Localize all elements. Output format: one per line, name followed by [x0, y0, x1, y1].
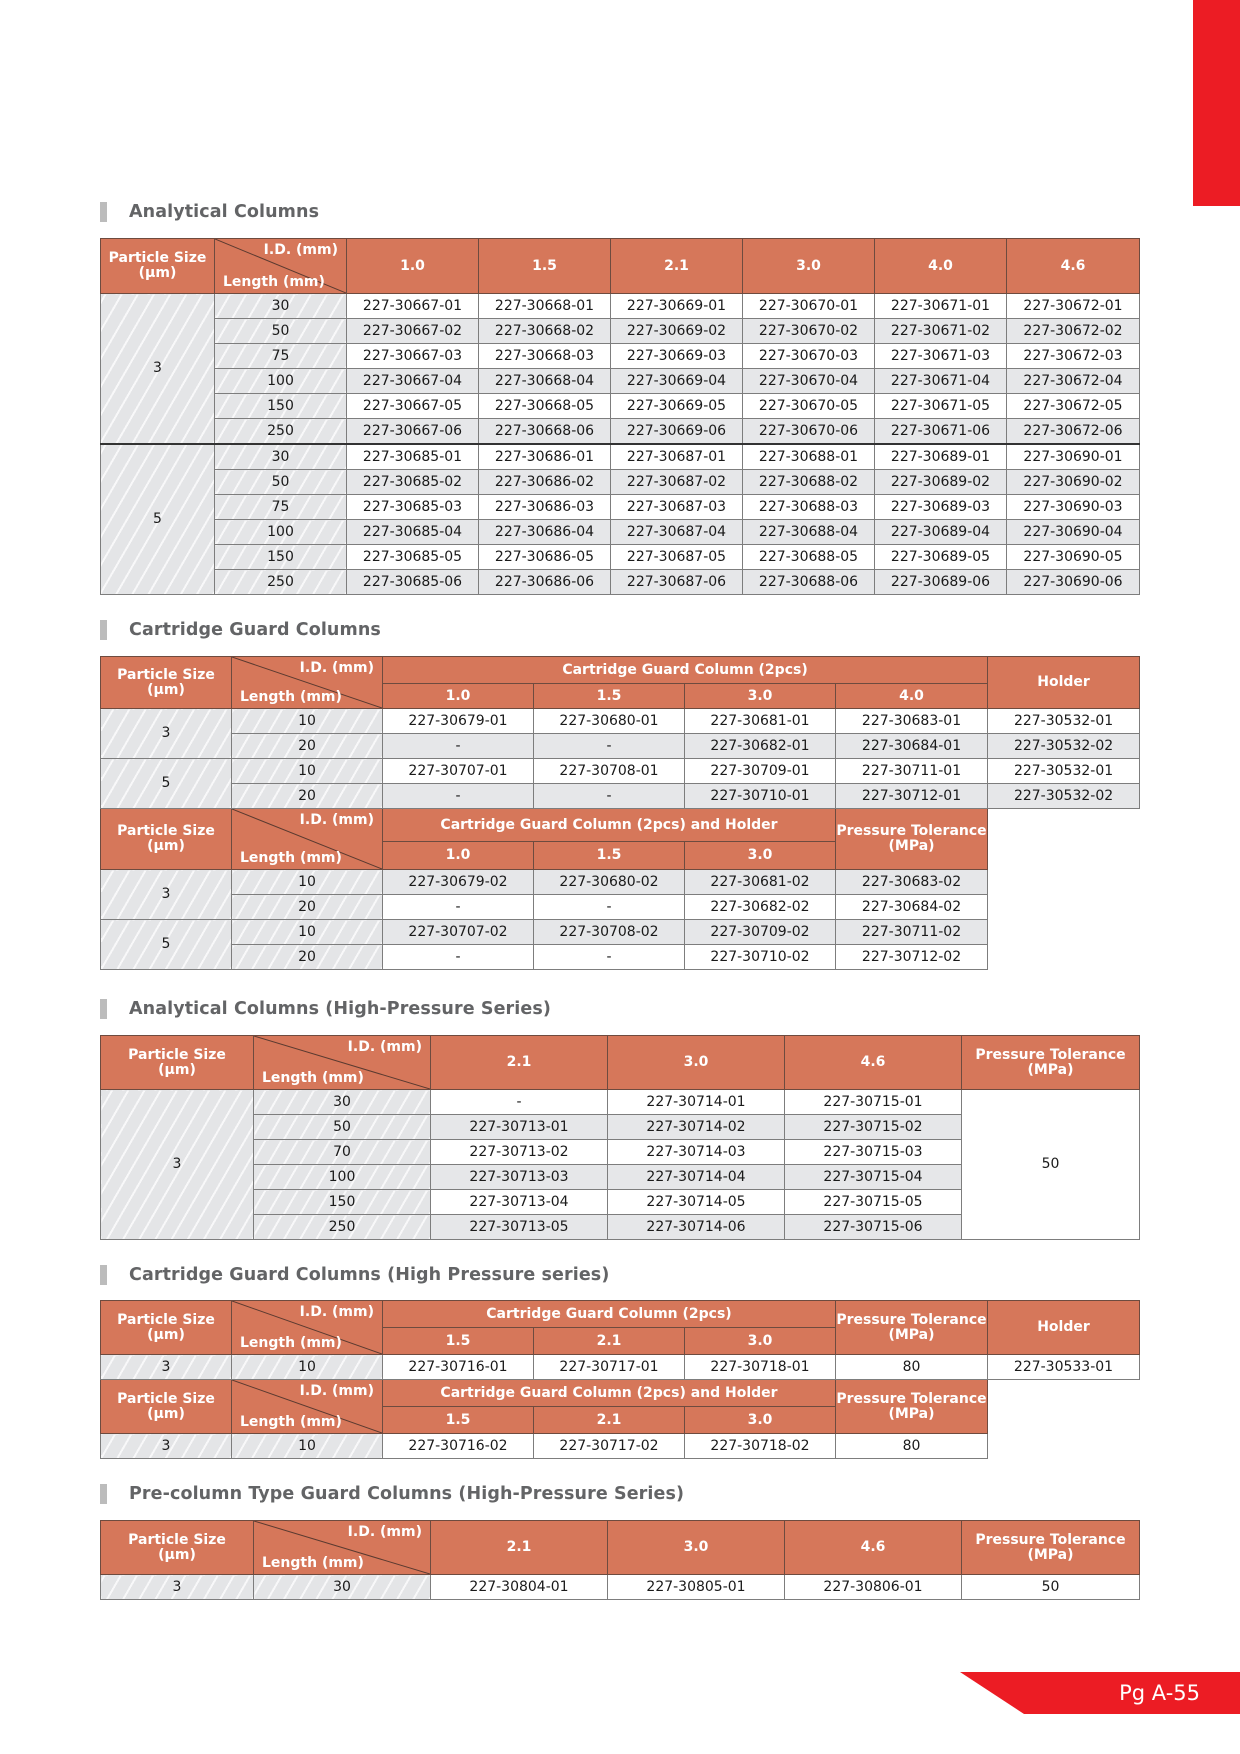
part-number-cell: -: [534, 784, 685, 809]
length-cell: 150: [254, 1190, 431, 1215]
part-number-cell: 227-30689-01: [875, 444, 1007, 470]
part-number-cell: -: [383, 734, 534, 759]
part-number-cell: 227-30668-02: [479, 319, 611, 344]
part-number-cell: 227-30670-04: [743, 369, 875, 394]
id-col-header: 4.6: [785, 1036, 962, 1090]
table-row: [101, 1434, 1140, 1459]
particle-size-header: Particle Size (µm): [101, 1301, 232, 1355]
length-cell: 75: [215, 344, 347, 369]
table-row: [101, 945, 1140, 970]
particle-size-cell: 3: [101, 870, 232, 920]
part-number-cell: 227-30713-03: [431, 1165, 608, 1190]
part-number-cell: 227-30682-02: [685, 895, 836, 920]
part-number-cell: 227-30688-04: [743, 520, 875, 545]
part-number-cell: -: [383, 945, 534, 970]
hp-cartridge-table: [100, 1300, 1140, 1459]
holder-cell: 227-30532-01: [988, 759, 1140, 784]
id-col-header: 3.0: [743, 239, 875, 294]
part-number-cell: 227-30669-02: [611, 319, 743, 344]
part-number-cell: 227-30689-02: [875, 470, 1007, 495]
part-number-cell: 227-30669-06: [611, 419, 743, 445]
part-number-cell: 227-30686-06: [479, 570, 611, 595]
section-marker: [100, 1265, 107, 1285]
length-cell: 250: [215, 570, 347, 595]
part-number-cell: 227-30668-05: [479, 394, 611, 419]
table-row: [101, 920, 1140, 945]
part-number-cell: 227-30669-05: [611, 394, 743, 419]
part-number-cell: 227-30686-04: [479, 520, 611, 545]
particle-size-cell: 3: [101, 1434, 232, 1459]
part-number-cell: 227-30804-01: [431, 1575, 608, 1600]
part-number-cell: 227-30710-02: [685, 945, 836, 970]
id-col-header: 2.1: [431, 1521, 608, 1575]
part-number-cell: 227-30713-05: [431, 1215, 608, 1240]
part-number-cell: 227-30714-02: [608, 1115, 785, 1140]
part-number-cell: 227-30714-01: [608, 1090, 785, 1115]
part-number-cell: 227-30715-02: [785, 1115, 962, 1140]
id-col-header: 2.1: [534, 1407, 685, 1434]
length-cell: 250: [254, 1215, 431, 1240]
id-length-header: I.D. (mm) Length (mm): [254, 1521, 431, 1575]
part-number-cell: 227-30715-06: [785, 1215, 962, 1240]
part-number-cell: 227-30716-02: [383, 1434, 534, 1459]
holder-cell: 227-30533-01: [988, 1355, 1140, 1380]
part-number-cell: 227-30715-04: [785, 1165, 962, 1190]
part-number-cell: 227-30672-04: [1007, 369, 1140, 394]
length-cell: 50: [215, 470, 347, 495]
table-row: [101, 570, 1140, 595]
table-row: [101, 294, 1140, 319]
id-col-header: 3.0: [608, 1036, 785, 1090]
length-cell: 100: [215, 369, 347, 394]
guard-holder-header: Cartridge Guard Column (2pcs) and Holder: [383, 1380, 836, 1407]
part-number-cell: 227-30668-06: [479, 419, 611, 445]
part-number-cell: 227-30671-03: [875, 344, 1007, 369]
part-number-cell: 227-30689-06: [875, 570, 1007, 595]
pressure-cell: 227-30683-02: [836, 870, 988, 895]
holder-header: Holder: [988, 1301, 1140, 1355]
particle-size-header: Particle Size (µm): [101, 1521, 254, 1575]
part-number-cell: 227-30688-03: [743, 495, 875, 520]
id-col-header: 3.0: [608, 1521, 785, 1575]
pressure-cell: 80: [836, 1434, 988, 1459]
pressure-cell: 227-30712-02: [836, 945, 988, 970]
part-number-cell: 227-30671-01: [875, 294, 1007, 319]
length-cell: 30: [215, 444, 347, 470]
particle-size-cell: 3: [101, 1575, 254, 1600]
particle-size-cell: 5: [101, 759, 232, 809]
guard-column-header: Cartridge Guard Column (2pcs): [383, 657, 988, 684]
id-col-header: 4.0: [875, 239, 1007, 294]
guard-holder-header: Cartridge Guard Column (2pcs) and Holder: [383, 809, 836, 842]
part-number-cell: 227-30672-03: [1007, 344, 1140, 369]
part-number-cell: 227-30718-02: [685, 1434, 836, 1459]
section-marker: [100, 620, 107, 640]
holder-cell: 227-30532-02: [988, 734, 1140, 759]
length-cell: 10: [232, 1434, 383, 1459]
particle-size-header: Particle Size (µm): [101, 1380, 232, 1434]
part-number-cell: 227-30668-04: [479, 369, 611, 394]
table-row: [101, 344, 1140, 369]
part-number-cell: 227-30669-04: [611, 369, 743, 394]
pressure-tolerance-header: Pressure Tolerance (MPa): [836, 809, 988, 870]
pressure-cell: 227-30711-02: [836, 920, 988, 945]
part-number-cell: 227-30687-06: [611, 570, 743, 595]
length-cell: 20: [232, 784, 383, 809]
id-length-header: I.D. (mm) Length (mm): [232, 1301, 383, 1355]
section-title-hp-analytical: Analytical Columns (High-Pressure Series): [100, 997, 551, 1021]
table-row: [101, 709, 1140, 734]
length-cell: 10: [232, 709, 383, 734]
id-length-header: I.D. (mm) Length (mm): [254, 1036, 431, 1090]
id-col-header: 2.1: [431, 1036, 608, 1090]
part-number-cell: -: [534, 734, 685, 759]
part-number-cell: 227-30690-01: [1007, 444, 1140, 470]
length-cell: 20: [232, 895, 383, 920]
length-cell: 30: [254, 1575, 431, 1600]
id-col-header: 3.0: [685, 684, 836, 709]
part-number-cell: 227-30708-01: [534, 759, 685, 784]
part-number-cell: 227-30670-06: [743, 419, 875, 445]
part-number-cell: 227-30681-01: [685, 709, 836, 734]
pressure-cell: 80: [836, 1355, 988, 1380]
table-row: [101, 734, 1140, 759]
part-number-cell: 227-30687-02: [611, 470, 743, 495]
part-number-cell: 227-30717-02: [534, 1434, 685, 1459]
analytical-columns-table: [100, 238, 1140, 595]
page-number-tab: [960, 1672, 1240, 1714]
part-number-cell: 227-30709-02: [685, 920, 836, 945]
part-number-cell: 227-30714-05: [608, 1190, 785, 1215]
part-number-cell: 227-30672-01: [1007, 294, 1140, 319]
part-number-cell: 227-30667-03: [347, 344, 479, 369]
particle-size-cell: 3: [101, 1090, 254, 1240]
table-row: [101, 394, 1140, 419]
part-number-cell: 227-30667-06: [347, 419, 479, 445]
part-number-cell: 227-30668-01: [479, 294, 611, 319]
part-number-cell: 227-30684-01: [836, 734, 988, 759]
holder-cell: 227-30532-01: [988, 709, 1140, 734]
part-number-cell: 227-30686-03: [479, 495, 611, 520]
part-number-cell: 227-30671-04: [875, 369, 1007, 394]
part-number-cell: 227-30718-01: [685, 1355, 836, 1380]
particle-size-header: Particle Size (µm): [101, 1036, 254, 1090]
part-number-cell: 227-30713-04: [431, 1190, 608, 1215]
part-number-cell: 227-30679-02: [383, 870, 534, 895]
part-number-cell: 227-30690-03: [1007, 495, 1140, 520]
table-row: [101, 1575, 1140, 1600]
id-col-header: 1.0: [383, 842, 534, 870]
length-cell: 10: [232, 870, 383, 895]
part-number-cell: 227-30671-06: [875, 419, 1007, 445]
holder-cell: 227-30532-02: [988, 784, 1140, 809]
part-number-cell: 227-30685-05: [347, 545, 479, 570]
id-col-header: 1.5: [479, 239, 611, 294]
id-col-header: 1.5: [383, 1407, 534, 1434]
part-number-cell: 227-30689-05: [875, 545, 1007, 570]
section-marker: [100, 202, 107, 222]
id-col-header: 1.5: [534, 842, 685, 870]
part-number-cell: 227-30679-01: [383, 709, 534, 734]
particle-size-header: Particle Size (µm): [101, 657, 232, 709]
particle-size-cell: 5: [101, 920, 232, 970]
part-number-cell: 227-30690-05: [1007, 545, 1140, 570]
holder-header: Holder: [988, 657, 1140, 709]
length-cell: 250: [215, 419, 347, 445]
part-number-cell: 227-30715-01: [785, 1090, 962, 1115]
hp-analytical-table: [100, 1035, 1140, 1240]
part-number-cell: 227-30688-05: [743, 545, 875, 570]
length-cell: 70: [254, 1140, 431, 1165]
id-col-header: 1.0: [347, 239, 479, 294]
part-number-cell: 227-30687-04: [611, 520, 743, 545]
part-number-cell: 227-30707-01: [383, 759, 534, 784]
pressure-tolerance-header: Pressure Tolerance (MPa): [962, 1036, 1140, 1090]
id-col-header: 1.5: [383, 1328, 534, 1355]
part-number-cell: 227-30668-03: [479, 344, 611, 369]
section-marker: [100, 1484, 107, 1504]
table-row: [101, 520, 1140, 545]
part-number-cell: 227-30685-02: [347, 470, 479, 495]
id-col-header: 1.5: [534, 684, 685, 709]
length-cell: 20: [232, 945, 383, 970]
table-row: [101, 759, 1140, 784]
table-row: [101, 495, 1140, 520]
particle-size-cell: 3: [101, 1355, 232, 1380]
table-row: [101, 444, 1140, 470]
id-length-header: I.D. (mm) Length (mm): [232, 809, 383, 870]
part-number-cell: 227-30690-02: [1007, 470, 1140, 495]
length-cell: 30: [254, 1090, 431, 1115]
particle-size-cell: 3: [101, 294, 215, 445]
part-number-cell: 227-30688-06: [743, 570, 875, 595]
part-number-cell: 227-30686-05: [479, 545, 611, 570]
length-cell: 100: [254, 1165, 431, 1190]
id-col-header: 3.0: [685, 1407, 836, 1434]
part-number-cell: 227-30709-01: [685, 759, 836, 784]
part-number-cell: 227-30685-01: [347, 444, 479, 470]
length-cell: 75: [215, 495, 347, 520]
part-number-cell: 227-30686-02: [479, 470, 611, 495]
part-number-cell: 227-30715-03: [785, 1140, 962, 1165]
length-cell: 100: [215, 520, 347, 545]
cartridge-guard-table: [100, 656, 1140, 970]
pressure-tolerance-header: Pressure Tolerance (MPa): [962, 1521, 1140, 1575]
part-number-cell: 227-30713-02: [431, 1140, 608, 1165]
id-length-header: I.D. (mm) Length (mm): [232, 657, 383, 709]
part-number-cell: 227-30711-01: [836, 759, 988, 784]
part-number-cell: 227-30667-01: [347, 294, 479, 319]
id-col-header: 3.0: [685, 842, 836, 870]
table-row: [101, 470, 1140, 495]
table-row: [101, 870, 1140, 895]
part-number-cell: 227-30672-06: [1007, 419, 1140, 445]
part-number-cell: 227-30671-05: [875, 394, 1007, 419]
table-row: [101, 319, 1140, 344]
id-col-header: 4.0: [836, 684, 988, 709]
length-cell: 10: [232, 759, 383, 784]
part-number-cell: 227-30716-01: [383, 1355, 534, 1380]
id-length-header: I.D. (mm) Length (mm): [215, 239, 347, 294]
part-number-cell: 227-30672-02: [1007, 319, 1140, 344]
part-number-cell: 227-30805-01: [608, 1575, 785, 1600]
part-number-cell: 227-30688-01: [743, 444, 875, 470]
part-number-cell: 227-30708-02: [534, 920, 685, 945]
part-number-cell: -: [534, 895, 685, 920]
part-number-cell: 227-30715-05: [785, 1190, 962, 1215]
part-number-cell: 227-30672-05: [1007, 394, 1140, 419]
part-number-cell: 227-30713-01: [431, 1115, 608, 1140]
part-number-cell: 227-30687-01: [611, 444, 743, 470]
page-number: Pg A-55: [1119, 1681, 1200, 1705]
table-row: [101, 545, 1140, 570]
part-number-cell: 227-30714-04: [608, 1165, 785, 1190]
length-cell: 10: [232, 1355, 383, 1380]
part-number-cell: 227-30686-01: [479, 444, 611, 470]
pressure-cell: 50: [962, 1090, 1140, 1240]
part-number-cell: 227-30714-03: [608, 1140, 785, 1165]
part-number-cell: 227-30687-05: [611, 545, 743, 570]
part-number-cell: 227-30680-01: [534, 709, 685, 734]
section-title-hp-cartridge: Cartridge Guard Columns (High Pressure series): [100, 1263, 609, 1287]
part-number-cell: 227-30680-02: [534, 870, 685, 895]
part-number-cell: -: [383, 784, 534, 809]
part-number-cell: 227-30685-04: [347, 520, 479, 545]
part-number-cell: 227-30671-02: [875, 319, 1007, 344]
pressure-tolerance-header: Pressure Tolerance (MPa): [836, 1301, 988, 1355]
part-number-cell: 227-30670-02: [743, 319, 875, 344]
id-length-header: I.D. (mm) Length (mm): [232, 1380, 383, 1434]
id-col-header: 4.6: [785, 1521, 962, 1575]
part-number-cell: 227-30717-01: [534, 1355, 685, 1380]
length-cell: 150: [215, 545, 347, 570]
part-number-cell: 227-30712-01: [836, 784, 988, 809]
length-cell: 50: [254, 1115, 431, 1140]
part-number-cell: 227-30685-03: [347, 495, 479, 520]
id-col-header: 4.6: [1007, 239, 1140, 294]
section-title-precolumn: Pre-column Type Guard Columns (High-Pressure Series): [100, 1482, 684, 1506]
part-number-cell: 227-30689-03: [875, 495, 1007, 520]
length-cell: 50: [215, 319, 347, 344]
part-number-cell: -: [383, 895, 534, 920]
part-number-cell: 227-30670-05: [743, 394, 875, 419]
particle-size-cell: 5: [101, 444, 215, 595]
id-col-header: 2.1: [534, 1328, 685, 1355]
part-number-cell: 227-30669-01: [611, 294, 743, 319]
part-number-cell: 227-30710-01: [685, 784, 836, 809]
chapter-tab: [1193, 0, 1240, 206]
length-cell: 150: [215, 394, 347, 419]
length-cell: 10: [232, 920, 383, 945]
part-number-cell: 227-30670-03: [743, 344, 875, 369]
particle-size-header: Particle Size (µm): [101, 239, 215, 294]
section-title-cartridge: Cartridge Guard Columns: [100, 618, 381, 642]
part-number-cell: 227-30685-06: [347, 570, 479, 595]
length-cell: 30: [215, 294, 347, 319]
section-title-analytical: Analytical Columns: [100, 200, 319, 224]
part-number-cell: 227-30688-02: [743, 470, 875, 495]
part-number-cell: 227-30689-04: [875, 520, 1007, 545]
table-row: [101, 1355, 1140, 1380]
section-marker: [100, 999, 107, 1019]
part-number-cell: 227-30714-06: [608, 1215, 785, 1240]
pressure-tolerance-header: Pressure Tolerance (MPa): [836, 1380, 988, 1434]
table-row: [101, 895, 1140, 920]
part-number-cell: 227-30687-03: [611, 495, 743, 520]
part-number-cell: 227-30667-02: [347, 319, 479, 344]
id-col-header: 1.0: [383, 684, 534, 709]
part-number-cell: 227-30669-03: [611, 344, 743, 369]
part-number-cell: 227-30682-01: [685, 734, 836, 759]
pressure-cell: 50: [962, 1575, 1140, 1600]
length-cell: 20: [232, 734, 383, 759]
part-number-cell: 227-30681-02: [685, 870, 836, 895]
precolumn-guard-table: [100, 1520, 1140, 1600]
part-number-cell: 227-30707-02: [383, 920, 534, 945]
part-number-cell: 227-30670-01: [743, 294, 875, 319]
part-number-cell: -: [431, 1090, 608, 1115]
id-col-header: 3.0: [685, 1328, 836, 1355]
table-row: [101, 1090, 1140, 1115]
part-number-cell: 227-30683-01: [836, 709, 988, 734]
part-number-cell: -: [534, 945, 685, 970]
pressure-cell: 227-30684-02: [836, 895, 988, 920]
table-row: [101, 369, 1140, 394]
id-col-header: 2.1: [611, 239, 743, 294]
guard-column-header: Cartridge Guard Column (2pcs): [383, 1301, 836, 1328]
part-number-cell: 227-30690-04: [1007, 520, 1140, 545]
particle-size-header: Particle Size (µm): [101, 809, 232, 870]
table-row: [101, 784, 1140, 809]
part-number-cell: 227-30690-06: [1007, 570, 1140, 595]
table-row: [101, 419, 1140, 445]
part-number-cell: 227-30667-05: [347, 394, 479, 419]
part-number-cell: 227-30806-01: [785, 1575, 962, 1600]
particle-size-cell: 3: [101, 709, 232, 759]
part-number-cell: 227-30667-04: [347, 369, 479, 394]
